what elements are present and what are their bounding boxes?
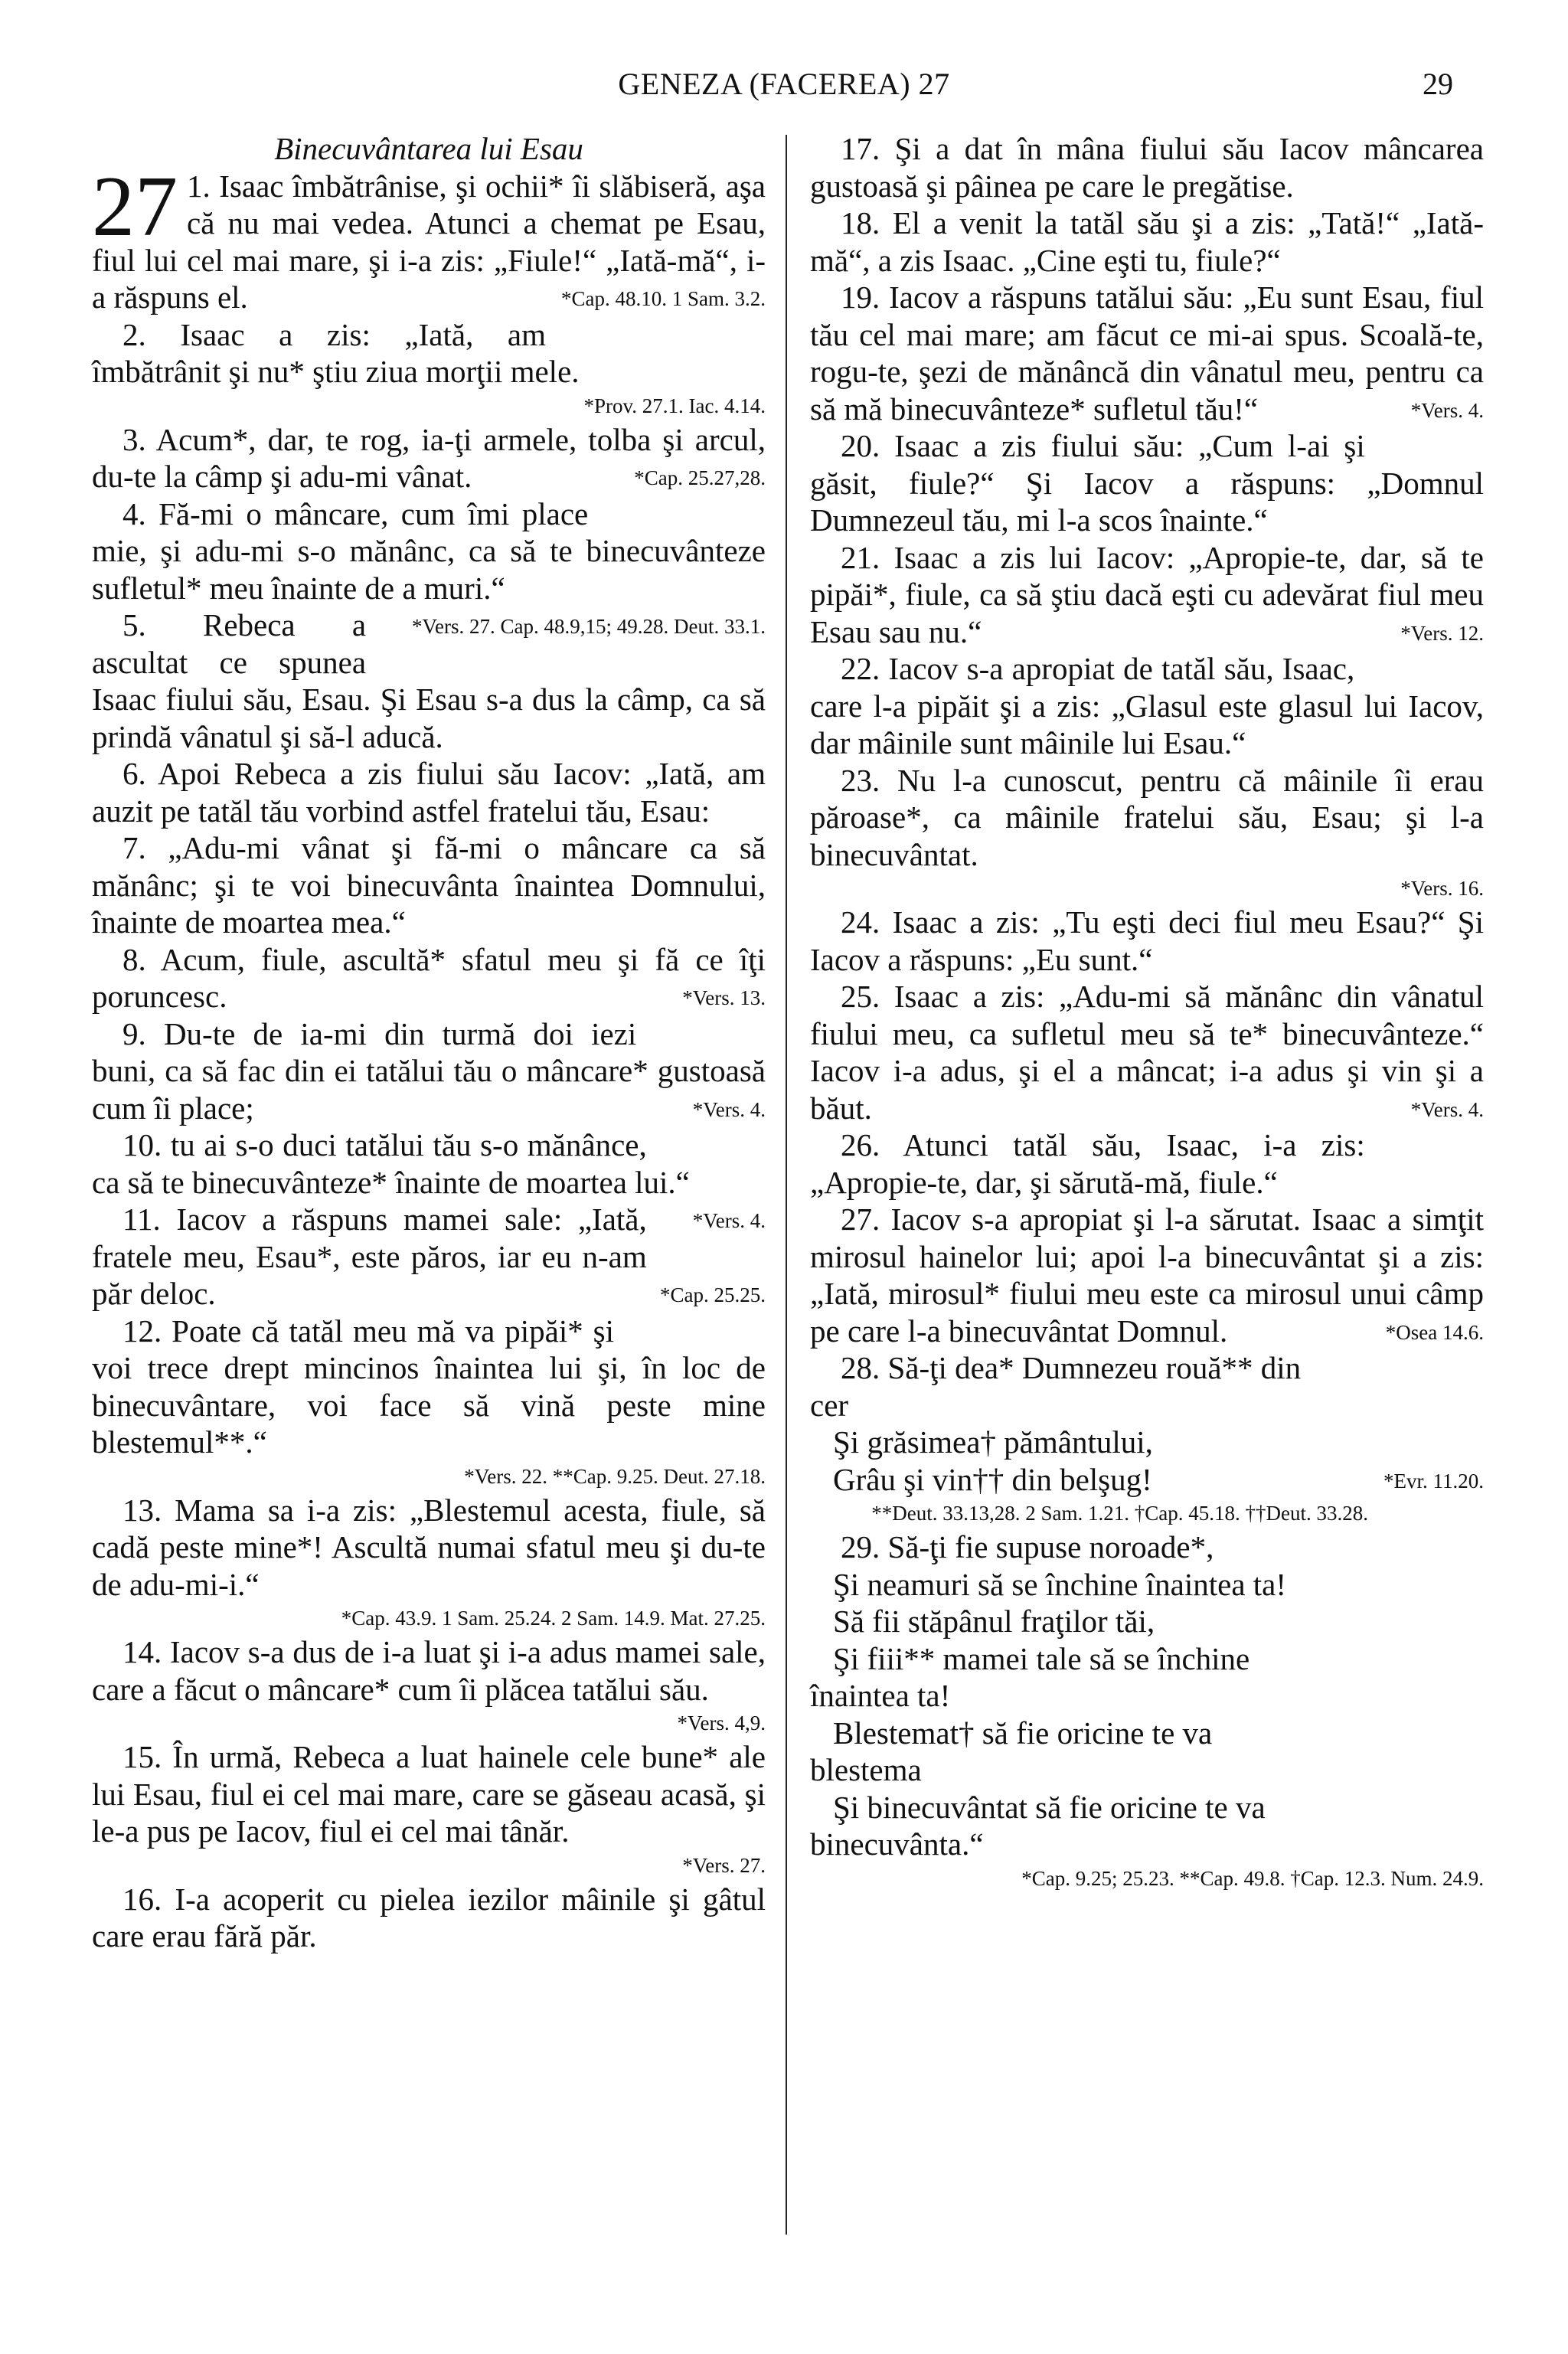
cross-reference: *Vers. 4,9.: [677, 1712, 766, 1734]
cross-reference: *Osea 14.6.: [1385, 1320, 1484, 1344]
verse-29-line-1: 29. Să-ţi fie supuse noroade*,: [841, 1529, 1214, 1564]
verse-text: 19. Iacov a răspuns tatălui său: „Eu sunt Esau, fiul tău cel mai mare; am făcut ce mi-ai spus. Scoală-te, rogu-te, şezi de mănâncă din vânatul meu, pentru ca să mă binecuvânteze* sufletul tău!“: [810, 280, 1484, 427]
verse-6: 6. Apoi Rebeca a zis fiului său Iacov: „Iată, am auzit pe tatăl tău vorbind astfel fratelui tău, Esau:: [92, 756, 766, 829]
verse-1: [92, 159, 766, 316]
cross-reference: *Vers. 4.: [1410, 398, 1484, 422]
verse-14: 14. Iacov s-a dus de i-a luat şi i-a adus mamei sale, care a făcut o mâncare* cum îi plăcea tatălui său.: [92, 1634, 766, 1707]
verse-5: 5. Rebeca a ascultat ce spunea Isaac fiului său, Esau. Şi Esau s-a dus la câmp, ca să prindă vânatul şi să-l aducă.: [92, 607, 766, 754]
verse-7: 7. „Adu-mi vânat şi fă-mi o mâncare ca să mănânc; şi te voi binecuvânta înaintea Domnului, înainte de moartea mea.“: [92, 830, 766, 940]
verse-29-line-2: Şi neamuri să se închine înaintea ta!: [833, 1566, 1287, 1602]
page-number: 29: [1423, 67, 1453, 101]
verse-2: [92, 316, 766, 391]
verse-22: 22. Iacov s-a apropiat de tatăl său, Isaac, care l-a pipăit şi a zis: „Glasul este glasul lui Iacov, dar mâinile sunt mâinile lui Esau.“: [810, 651, 1484, 760]
verse-29-line-3: Să fii stăpânul fraţilor tăi,: [833, 1604, 1155, 1639]
verse-13: 13. Mama sa i-a zis: „Blestemul acesta, fiule, să cadă peste mine*! Ascultă numai sfatul meu şi du-te de adu-mi-i.“: [92, 1492, 766, 1602]
verse-9: [92, 1015, 766, 1127]
verse-28-line-4: [810, 1461, 1484, 1499]
verse-3: [92, 421, 766, 495]
verse-29-line-9: binecuvânta.“: [810, 1826, 984, 1862]
left-column: [92, 130, 766, 1955]
cross-reference: *Vers. 22. **Cap. 9.25. Deut. 27.18.: [464, 1464, 766, 1488]
section-heading: Binecuvântarea lui Esau: [274, 131, 583, 166]
verse-23: 23. Nu l-a cunoscut, pentru că mâinile îi erau păroase*, ca mâinile fratelui său, Esau; şi l-a binecuvântat.: [810, 762, 1484, 872]
verse-text: Grâu şi vin†† din belşug!: [833, 1461, 1152, 1497]
cross-reference: **Deut. 33.13,28. 2 Sam. 1.21. †Cap. 45.18. ††Deut. 33.28.: [871, 1502, 1368, 1525]
column-divider: [786, 135, 787, 2235]
cross-reference: *Vers. 12.: [1400, 621, 1484, 645]
verse-21: [810, 539, 1484, 651]
verse-28-line-3: Şi grăsimea† pământului,: [833, 1424, 1153, 1460]
verse-15: 15. În urmă, Rebeca a luat hainele cele bune* ale lui Esau, fiul ei cel mai mare, care se găseau acasă, şi le-a pus pe Iacov, fiul ei cel mai tânăr.: [92, 1739, 766, 1849]
cross-reference: *Prov. 27.1. Iac. 4.14.: [583, 394, 766, 417]
verse-29-line-6: Blestemat† să fie oricine te va: [833, 1715, 1213, 1751]
verse-29-line-7: blestema: [810, 1752, 922, 1787]
verse-28-line-1: 28. Să-ţi dea* Dumnezeu rouă** din: [841, 1350, 1302, 1385]
cross-reference: *Vers. 27.: [682, 1853, 766, 1877]
cross-reference: *Cap. 25.27,28.: [634, 466, 766, 489]
verse-19: [810, 279, 1484, 427]
verse-17: 17. Şi a dat în mâna fiului său Iacov mâncarea gustoasă şi pâinea pe care le pregătise.: [810, 131, 1484, 204]
verse-text: 21. Isaac a zis lui Iacov: „Apropie-te, dar, să te pipăi*, fiule, ca să ştiu dacă eşti cu adevărat fiul meu Esau sau nu.“: [810, 539, 1484, 649]
verse-16: 16. I-a acoperit cu pielea iezilor mâinile şi gâtul care erau fără păr.: [92, 1881, 766, 1953]
verse-12: 12. Poate că tatăl meu mă va pipăi* şi voi trece drept mincinos înaintea lui şi, în loc de binecuvântare, voi face să vină peste mine blestemul**.“: [92, 1313, 766, 1460]
cross-reference: *Cap. 43.9. 1 Sam. 25.24. 2 Sam. 14.9. Mat. 27.25.: [341, 1607, 766, 1630]
cross-reference: *Vers. 4.: [692, 1209, 766, 1232]
cross-reference: *Evr. 11.20.: [1383, 1469, 1484, 1493]
verse-24: 24. Isaac a zis: „Tu eşti deci fiul meu Esau?“ Şi Iacov a răspuns: „Eu sunt.“: [810, 904, 1484, 977]
verse-26: 26. Atunci tatăl său, Isaac, i-a zis: „Apropie-te, dar, şi sărută-mă, fiule.“: [810, 1127, 1365, 1200]
verse-text: 1. Isaac îmbătrânise, şi ochii* îi slăbiseră, aşa că nu mai vedea. Atunci a chemat pe Esau, fiul lui cel mai mare, şi i-a zis: „Fiule!“ „Iată-mă“, i-a răspuns el.: [92, 168, 766, 315]
cross-reference: *Cap. 25.25.: [660, 1283, 766, 1306]
page-header: [0, 66, 1568, 112]
cross-reference: *Vers. 27. Cap. 48.9,15; 49.28. Deut. 33.1.: [412, 615, 766, 638]
chapter-number: 27: [92, 159, 178, 254]
verse-4: [92, 495, 766, 638]
cross-reference: *Vers. 4.: [692, 1097, 766, 1121]
verse-29-line-4: Şi fiii** mamei tale să se închine: [833, 1640, 1250, 1676]
verse-10: [92, 1126, 766, 1232]
verse-text: 27. Iacov s-a apropiat şi l-a sărutat. Isaac a simţit mirosul hainelor lui; apoi l-a binecuvântat şi a zis: „Iată, mirosul* fiului meu este ca mirosul unui câmp pe care l-a binecuvântat Domnul.: [810, 1202, 1484, 1349]
verse-text: 9. Du-te de ia-mi din turmă doi iezi buni, ca să fac din ei tatălui tău o mâncare* gustoasă cum îi place;: [92, 1015, 766, 1126]
verse-29-line-8: Şi binecuvântat să fie oricine te va: [833, 1789, 1266, 1825]
verse-text: 3. Acum*, dar, te rog, ia-ţi armele, tolba şi arcul, du-te la câmp şi adu-mi vânat.: [92, 421, 766, 494]
verse-text: 8. Acum, fiule, ascultă* sfatul meu şi fă ce îţi poruncesc.: [92, 941, 766, 1014]
verse-20: 20. Isaac a zis fiului său: „Cum l-ai şi găsit, fiule?“ Şi Iacov a răspuns: „Domnul Dumnezeul tău, mi l-a scos înainte.“: [810, 428, 1484, 538]
verse-27: [810, 1201, 1484, 1349]
cross-reference: *Vers. 13.: [682, 986, 766, 1009]
verse-29-line-5: înaintea ta!: [810, 1678, 951, 1713]
verse-text: 4. Fă-mi o mâncare, cum îmi place mie, şi adu-mi s-o mănânc, ca să te binecuvânteze sufletul* meu înainte de a muri.“: [92, 495, 766, 606]
running-title: GENEZA (FACEREA) 27: [618, 67, 950, 101]
verse-text: 10. tu ai s-o duci tatălui tău s-o mănânce, ca să te binecuvânteze* înainte de moartea lui.“: [92, 1127, 690, 1200]
verse-25: [810, 978, 1484, 1126]
verse-28-line-2: cer: [810, 1387, 849, 1423]
verse-text: 2. Isaac a zis: „Iată, am îmbătrânit şi nu* ştiu ziua morţii mele.: [92, 316, 580, 389]
right-column: [810, 130, 1484, 1894]
verse-text: 25. Isaac a zis: „Adu-mi să mănânc din vânatul fiului meu, ca sufletul meu să te* binecuvânteze.“ Iacov i-a adus, şi el a mâncat; i-a adus şi vin şi a băut.: [810, 979, 1484, 1126]
verse-8: [92, 941, 766, 1015]
cross-reference: *Vers. 4.: [1410, 1097, 1484, 1121]
verse-text: 11. Iacov a răspuns mamei sale: „Iată, fratele meu, Esau*, este păros, iar eu n-am păr deloc.: [92, 1202, 647, 1311]
cross-reference: *Cap. 9.25; 25.23. **Cap. 49.8. †Cap. 12.3. Num. 24.9.: [1021, 1866, 1484, 1890]
cross-reference: *Vers. 16.: [1400, 877, 1484, 900]
cross-reference: *Cap. 48.10. 1 Sam. 3.2.: [561, 287, 766, 310]
verse-18: 18. El a venit la tatăl său şi a zis: „Tată!“ „Iată-mă“, a zis Isaac. „Cine eşti tu, fiule?“: [810, 205, 1484, 278]
